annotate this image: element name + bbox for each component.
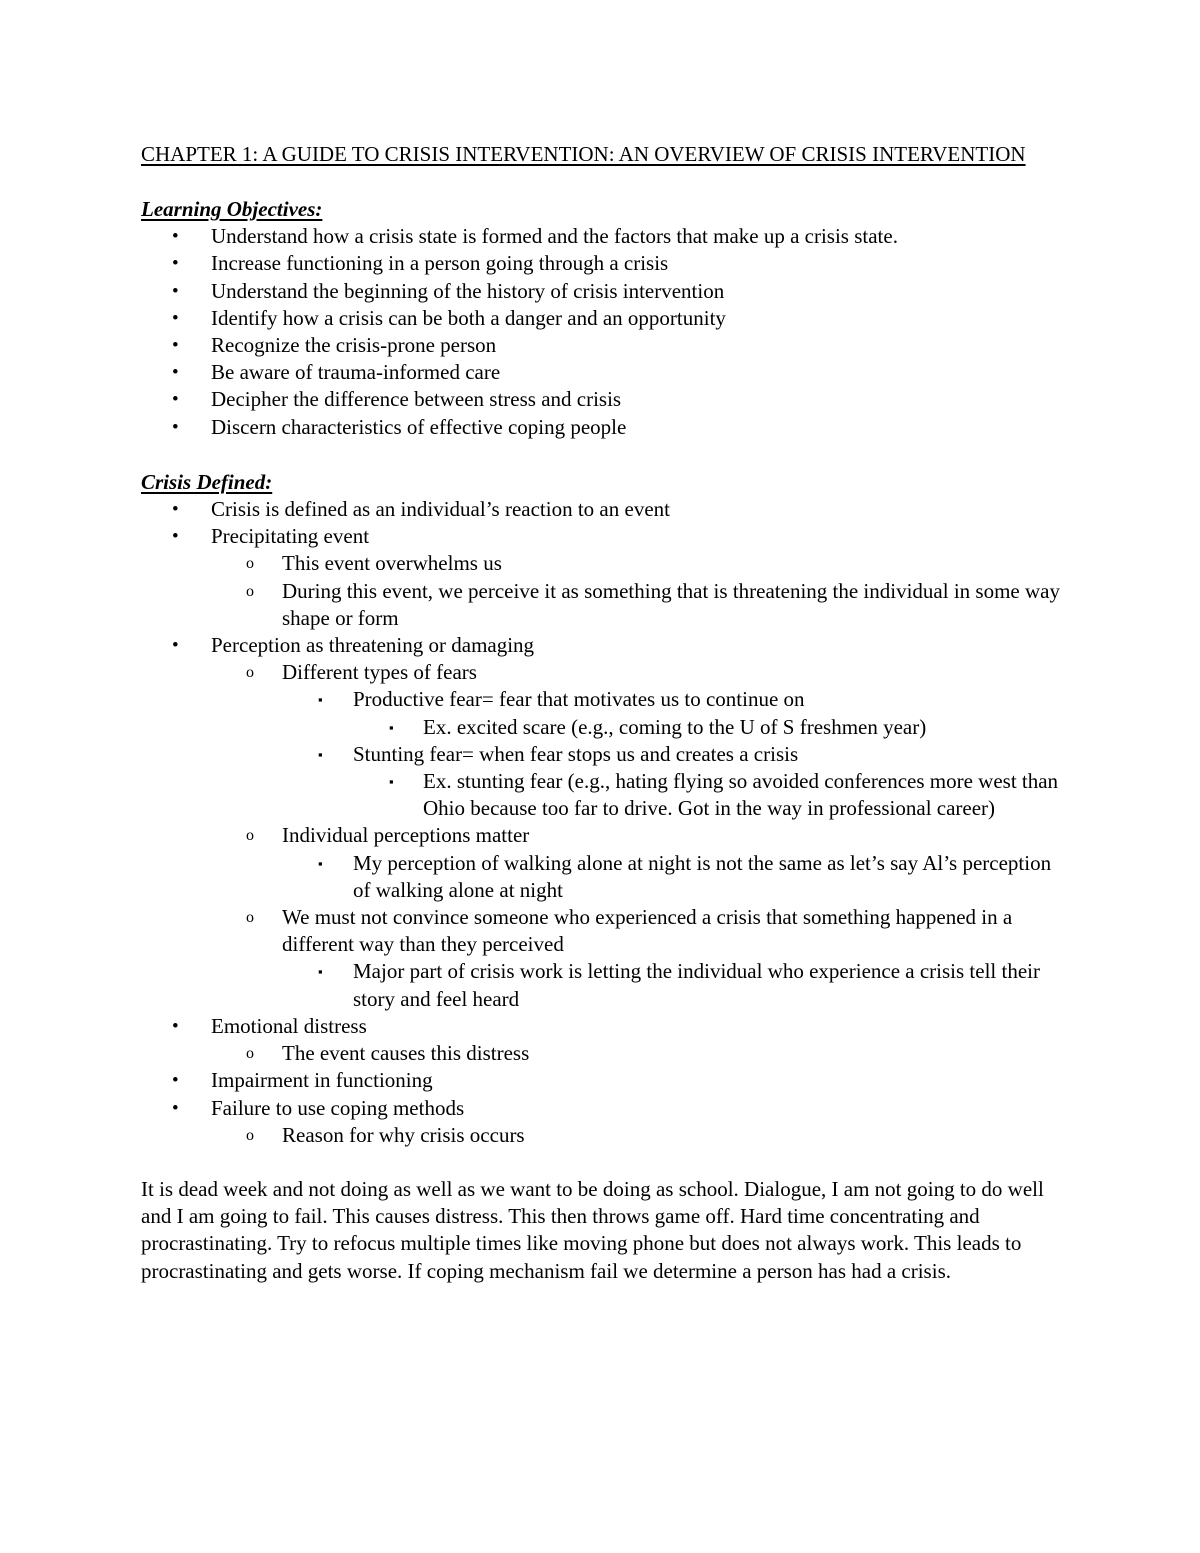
crisis-defined-heading: Crisis Defined: <box>141 469 273 494</box>
document-body <box>141 141 1061 1285</box>
list-item: • Precipitating event <box>141 523 1061 550</box>
list-item: • Impairment in functioning <box>141 1067 1061 1094</box>
list-item: o This event overwhelms us <box>141 550 1061 577</box>
list-item: • Understand how a crisis state is formed and the factors that make up a crisis state. <box>141 223 1061 250</box>
bullet-icon: ▪ <box>318 964 323 980</box>
bullet-icon: • <box>172 1015 179 1037</box>
list-item: o Individual perceptions matter <box>141 822 1061 849</box>
bullet-icon: o <box>246 827 254 845</box>
list-item: o Reason for why crisis occurs <box>141 1122 1061 1149</box>
list-item: • Discern characteristics of effective coping people <box>141 414 1061 441</box>
list-item: • Failure to use coping methods <box>141 1095 1061 1122</box>
learning-objectives-heading: Learning Objectives: <box>141 197 323 221</box>
bullet-icon: • <box>172 226 179 248</box>
list-item: ▪ Stunting fear= when fear stops us and creates a crisis <box>141 741 1061 768</box>
bullet-icon: o <box>246 909 254 927</box>
list-item: • Be aware of trauma-informed care <box>141 359 1061 386</box>
list-item: • Identify how a crisis can be both a danger and an opportunity <box>141 305 1061 332</box>
bullet-icon: ▪ <box>318 746 323 762</box>
bullet-icon: o <box>246 555 254 573</box>
bullet-icon: • <box>172 307 179 329</box>
bullet-icon: • <box>172 635 179 657</box>
list-item: o We must not convince someone who experienced a crisis that something happened in a different way than they perceived <box>246 905 1013 957</box>
bullet-icon: o <box>246 1126 254 1144</box>
bullet-icon: o <box>246 664 254 682</box>
list-item: • Increase functioning in a person going through a crisis <box>141 250 1061 277</box>
bullet-icon: • <box>172 253 179 275</box>
bullet-icon: o <box>246 582 254 600</box>
bullet-icon: • <box>172 416 179 438</box>
bullet-icon: ▪ <box>389 719 394 735</box>
list-item: ▪ Major part of crisis work is letting the individual who experience a crisis tell their story and feel heard <box>318 959 1040 1011</box>
list-item: • Perception as threatening or damaging <box>141 632 1061 659</box>
crisis-defined-list <box>141 496 1061 1149</box>
list-item: o During this event, we perceive it as something that is threatening the individual in some way shape or form <box>246 578 1060 630</box>
list-item: ▪ Ex. stunting fear (e.g., hating flying so avoided conferences more west than Ohio because too far to drive. Got in the way in professional career) <box>389 769 1059 821</box>
bullet-icon: ▪ <box>318 692 323 708</box>
body-paragraph: It is dead week and not doing as well as we want to be doing as school. Dialogue, I am not going to do well and I am going to fail. This causes distress. This then throws game off. Hard time concentrating and procrastinating. Try to refocus multiple times like moving phone but does not always work. This leads to procrastinating and gets worse. If coping mechanism fail we determine a person has had a crisis. <box>141 1176 1044 1283</box>
bullet-icon: • <box>172 362 179 384</box>
list-item: ▪ Ex. excited scare (e.g., coming to the U of S freshmen year) <box>141 714 1061 741</box>
bullet-icon: • <box>172 389 179 411</box>
list-item: • Emotional distress <box>141 1013 1061 1040</box>
list-item: o Different types of fears <box>141 659 1061 686</box>
list-item: • Crisis is defined as an individual’s reaction to an event <box>141 496 1061 523</box>
bullet-icon: • <box>172 1097 179 1119</box>
bullet-icon: • <box>172 1070 179 1092</box>
bullet-icon: • <box>172 335 179 357</box>
list-item: • Recognize the crisis-prone person <box>141 332 1061 359</box>
bullet-icon: • <box>172 280 179 302</box>
list-item: ▪ Productive fear= fear that motivates us to continue on <box>141 686 1061 713</box>
bullet-icon: o <box>246 1045 254 1063</box>
list-item: o The event causes this distress <box>141 1040 1061 1067</box>
list-item: ▪ My perception of walking alone at night is not the same as let’s say Al’s perception of walking alone at night <box>318 850 1052 902</box>
bullet-icon: • <box>172 499 179 521</box>
chapter-title: CHAPTER 1: A GUIDE TO CRISIS INTERVENTION: AN OVERVIEW OF CRISIS INTERVENTION <box>141 142 1026 166</box>
list-item: • Decipher the difference between stress and crisis <box>141 386 1061 413</box>
learning-objectives-list <box>141 223 1061 441</box>
list-item: • Understand the beginning of the history of crisis intervention <box>141 278 1061 305</box>
bullet-icon: • <box>172 526 179 548</box>
bullet-icon: ▪ <box>389 774 394 790</box>
bullet-icon: ▪ <box>318 855 323 871</box>
